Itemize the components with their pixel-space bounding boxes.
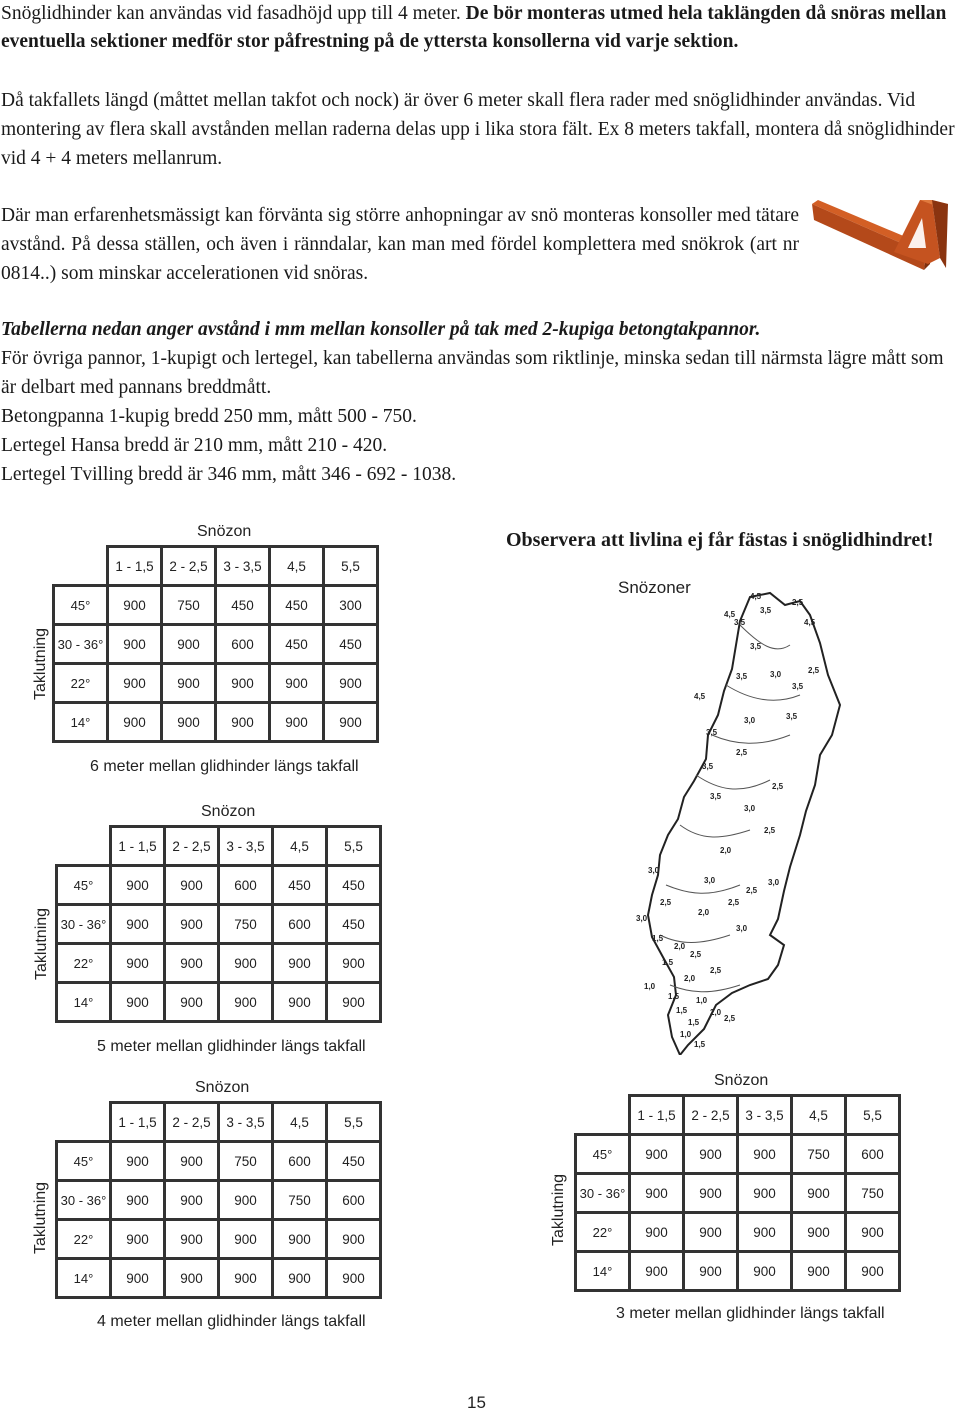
table-cell: 900 (111, 1181, 165, 1220)
intro-paragraph-2: Då takfallets längd (måttet mellan takfot och nock) är över 6 meter skall flera rader med snöglidhinder användas. Vid montering av flera skall avstånden mellan raderna delas upp i lika stora fält. Ex 8 meters takfall, montera då snöglidhinder vid 4 + 4 meters mellanrum. (1, 90, 955, 169)
map-zone-label: 2,0 (674, 942, 686, 951)
zone-header: 3 - 3,5 (219, 827, 273, 866)
slope-header: 22° (576, 1213, 630, 1252)
zone-header: 2 - 2,5 (165, 827, 219, 866)
table-row (54, 664, 378, 703)
table-cell: 900 (846, 1252, 900, 1291)
map-zone-label: 3,0 (744, 716, 756, 725)
intro-paragraph-4 (1, 315, 959, 489)
table-cell: 900 (273, 944, 327, 983)
map-zone-label: 1,0 (696, 996, 708, 1005)
table-cell: 900 (630, 1174, 684, 1213)
table-cell: 300 (324, 586, 378, 625)
table-cell: 900 (162, 625, 216, 664)
tables-note-line-4: Lertegel Tvilling bredd är 346 mm, mått 346 - 692 - 1038. (1, 464, 457, 485)
table-cell: 600 (846, 1135, 900, 1174)
map-zone-label: 3,5 (750, 642, 762, 651)
table-cell: 900 (273, 1259, 327, 1298)
table-cell: 900 (111, 1220, 165, 1259)
zone-header: 2 - 2,5 (684, 1096, 738, 1135)
table-row (57, 905, 381, 944)
table-cell: 900 (111, 1142, 165, 1181)
map-zone-label: 1,5 (668, 992, 680, 1001)
table-3m (574, 1094, 901, 1292)
table-cell: 900 (216, 703, 270, 742)
zone-header: 5,5 (846, 1096, 900, 1135)
table-cell: 750 (846, 1174, 900, 1213)
table-cell: 450 (270, 586, 324, 625)
table-cell: 450 (324, 625, 378, 664)
table-cell: 900 (684, 1135, 738, 1174)
table-6m-caption: 6 meter mellan glidhinder längs takfall (90, 758, 359, 775)
table-cell: 750 (273, 1181, 327, 1220)
table-cell: 900 (630, 1135, 684, 1174)
table-row (57, 944, 381, 983)
intro-p1-normal: Snöglidhinder kan användas vid fasadhöjd upp till 4 meter. (1, 3, 461, 24)
table-cell: 750 (162, 586, 216, 625)
table-cell: 900 (111, 866, 165, 905)
map-zone-label: 2,5 (808, 666, 820, 675)
table-3m-ylabel: Taklutning (550, 1173, 567, 1246)
table-cell: 900 (219, 944, 273, 983)
intro-paragraph-3: Där man erfarenhetsmässigt kan förvänta sig större anhopningar av snö monteras konsoller med tätare avstånd. På dessa ställen, och även i ränndalar, kan man med fördel komplettera med snökrok (art nr 0814..) som minskar accelerationen vid snöras. (1, 205, 799, 284)
map-zone-label: 4,5 (750, 592, 762, 601)
table-cell: 600 (273, 905, 327, 944)
map-zone-label: 2,5 (764, 826, 776, 835)
map-zone-label: 4,5 (804, 618, 816, 627)
lifeline-warning: Observera att livlina ej får fästas i snöglidhindret! (506, 529, 934, 551)
table-cell: 750 (219, 905, 273, 944)
table-cell: 600 (219, 866, 273, 905)
map-zone-label: 3,5 (702, 762, 714, 771)
table-3m-caption: 3 meter mellan glidhinder längs takfall (616, 1305, 885, 1322)
map-zone-label: 3,5 (736, 672, 748, 681)
zone-header: 2 - 2,5 (165, 1103, 219, 1142)
map-zone-label: 2,5 (710, 966, 722, 975)
map-zone-label: 1,0 (644, 982, 656, 991)
table-cell: 900 (219, 1259, 273, 1298)
map-title: Snözoner (618, 578, 691, 597)
table-cell: 900 (792, 1252, 846, 1291)
tables-note-line-3: Lertegel Hansa bredd är 210 mm, mått 210 - 420. (1, 435, 388, 456)
map-zone-label: 3,5 (706, 728, 718, 737)
table-cell: 900 (165, 1259, 219, 1298)
slope-header: 22° (54, 664, 108, 703)
zone-header: 3 - 3,5 (738, 1096, 792, 1135)
slope-header: 30 - 36° (576, 1174, 630, 1213)
table-3m-title: Snözon (714, 1072, 769, 1089)
map-zone-label: 2,5 (746, 886, 758, 895)
table-header-row (57, 1103, 381, 1142)
table-row (576, 1174, 900, 1213)
table-cell: 450 (327, 1142, 381, 1181)
map-zone-label: 3,0 (704, 876, 716, 885)
table-row (57, 983, 381, 1022)
table-row (54, 625, 378, 664)
slope-header: 22° (57, 1220, 111, 1259)
table-cell: 750 (219, 1142, 273, 1181)
zone-header: 4,5 (270, 547, 324, 586)
table-cell: 900 (108, 586, 162, 625)
table-5m-ylabel: Taklutning (33, 907, 50, 980)
map-zone-label: 3,0 (648, 866, 660, 875)
table-header-row (54, 547, 378, 586)
table-cell: 900 (111, 944, 165, 983)
slope-header: 22° (57, 944, 111, 983)
zone-header: 5,5 (327, 1103, 381, 1142)
table-4m-caption: 4 meter mellan glidhinder längs takfall (97, 1313, 366, 1330)
intro-p1-bold: De bör monteras utmed hela taklängden då snöras mellan eventuella sektioner medför stor påfrestning på de yttersta konsollerna vid varje sektion. (1, 3, 947, 52)
map-zone-label: 2,0 (684, 974, 696, 983)
tables-note-line-1: För övriga pannor, 1-kupigt och lertegel, kan tabellerna användas som riktlinje, minska sedan till närmsta lägre mått som är delbart med pannans breddmått. (1, 348, 944, 398)
table-cell: 900 (219, 1220, 273, 1259)
map-zone-label: 2,5 (660, 898, 672, 907)
slope-header: 30 - 36° (54, 625, 108, 664)
table-cell: 450 (270, 625, 324, 664)
table-cell: 900 (738, 1174, 792, 1213)
table-cell: 900 (684, 1252, 738, 1291)
map-zone-label: 1,5 (676, 1006, 688, 1015)
zone-header: 5,5 (324, 547, 378, 586)
table-cell: 900 (792, 1174, 846, 1213)
map-zone-label: 4,5 (694, 692, 706, 701)
map-zone-label: 3,5 (792, 682, 804, 691)
table-cell: 900 (792, 1213, 846, 1252)
zone-header: 4,5 (273, 827, 327, 866)
slope-header: 14° (54, 703, 108, 742)
map-zone-label: 3,0 (736, 924, 748, 933)
table-6m-title: Snözon (197, 523, 252, 540)
map-zone-label: 1,5 (694, 1040, 706, 1049)
zone-header: 3 - 3,5 (216, 547, 270, 586)
slope-header: 14° (57, 1259, 111, 1298)
table-cell: 900 (684, 1174, 738, 1213)
snow-zone-map (600, 585, 960, 1055)
slope-header: 30 - 36° (57, 905, 111, 944)
table-cell: 900 (108, 703, 162, 742)
table-cell: 900 (165, 1181, 219, 1220)
table-cell: 450 (216, 586, 270, 625)
table-cell: 900 (111, 1259, 165, 1298)
table-row (576, 1252, 900, 1291)
table-cell: 900 (738, 1252, 792, 1291)
zone-header: 4,5 (792, 1096, 846, 1135)
table-cell: 900 (270, 664, 324, 703)
map-zone-label: 2,5 (772, 782, 784, 791)
table-cell: 900 (327, 1259, 381, 1298)
table-4m-ylabel: Taklutning (32, 1181, 49, 1254)
map-zone-label: 1,5 (688, 1018, 700, 1027)
zone-header: 1 - 1,5 (108, 547, 162, 586)
table-header-row (576, 1096, 900, 1135)
table-cell: 900 (630, 1252, 684, 1291)
map-zone-label: 4,5 (724, 610, 736, 619)
table-cell: 450 (327, 866, 381, 905)
map-zone-label: 2,5 (690, 950, 702, 959)
table-cell: 900 (165, 905, 219, 944)
map-zone-label: 3,5 (734, 618, 746, 627)
map-zone-label: 1,5 (662, 958, 674, 967)
table-cell: 900 (270, 703, 324, 742)
table-cell: 600 (327, 1181, 381, 1220)
map-zone-label: 3,0 (744, 804, 756, 813)
table-cell: 900 (846, 1213, 900, 1252)
sweden-outline (648, 593, 840, 1055)
table-4m-title: Snözon (195, 1079, 250, 1096)
zone-header: 1 - 1,5 (630, 1096, 684, 1135)
slope-header: 45° (54, 586, 108, 625)
table-cell: 900 (165, 1142, 219, 1181)
table-row (54, 703, 378, 742)
table-cell: 900 (165, 1220, 219, 1259)
map-zone-label: 3,0 (770, 670, 782, 679)
table-cell: 900 (684, 1213, 738, 1252)
table-cell: 450 (273, 866, 327, 905)
map-zone-label: 2,5 (792, 598, 804, 607)
zone-header: 1 - 1,5 (111, 827, 165, 866)
map-zone-label: 3,5 (710, 792, 722, 801)
map-zone-label: 1,5 (652, 934, 664, 943)
map-zone-label: 2,0 (720, 846, 732, 855)
table-row (57, 1181, 381, 1220)
table-cell: 450 (327, 905, 381, 944)
table-cell: 900 (165, 866, 219, 905)
table-cell: 900 (108, 664, 162, 703)
table-row (57, 1220, 381, 1259)
table-cell: 900 (216, 664, 270, 703)
table-cell: 900 (108, 625, 162, 664)
table-cell: 600 (273, 1142, 327, 1181)
table-6m (52, 545, 379, 743)
table-cell: 900 (219, 983, 273, 1022)
map-zone-label: 1,0 (680, 1030, 692, 1039)
table-row (576, 1135, 900, 1174)
table-cell: 900 (324, 703, 378, 742)
table-row (54, 586, 378, 625)
slope-header: 14° (57, 983, 111, 1022)
table-row (57, 866, 381, 905)
slope-header: 30 - 36° (57, 1181, 111, 1220)
map-zone-label: 3,5 (786, 712, 798, 721)
table-6m-ylabel: Taklutning (32, 627, 49, 700)
zone-header: 1 - 1,5 (111, 1103, 165, 1142)
page-number: 15 (467, 1393, 486, 1412)
table-cell: 900 (219, 1181, 273, 1220)
table-cell: 750 (792, 1135, 846, 1174)
snow-bracket-image (808, 178, 958, 290)
map-zone-label: 2,5 (736, 748, 748, 757)
map-zone-label: 3,5 (760, 606, 772, 615)
zone-header: 5,5 (327, 827, 381, 866)
map-zone-label: 2,5 (724, 1014, 736, 1023)
table-cell: 900 (327, 1220, 381, 1259)
table-cell: 900 (327, 983, 381, 1022)
zone-header: 2 - 2,5 (162, 547, 216, 586)
table-row (576, 1213, 900, 1252)
map-zone-label: 3,0 (636, 914, 648, 923)
table-cell: 900 (162, 664, 216, 703)
map-zone-label: 2,0 (698, 908, 710, 917)
slope-header: 45° (57, 1142, 111, 1181)
table-5m (55, 825, 382, 1023)
table-cell: 900 (273, 1220, 327, 1259)
intro-paragraph-1 (1, 0, 959, 56)
table-cell: 900 (327, 944, 381, 983)
table-header-row (57, 827, 381, 866)
table-row (57, 1142, 381, 1181)
map-zone-label: 3,0 (768, 878, 780, 887)
map-zone-label: 2,0 (710, 1008, 722, 1017)
table-5m-caption: 5 meter mellan glidhinder längs takfall (97, 1038, 366, 1055)
table-cell: 900 (630, 1213, 684, 1252)
table-cell: 900 (162, 703, 216, 742)
tables-heading: Tabellerna nedan anger avstånd i mm mellan konsoller på tak med 2-kupiga betongtakpannor. (1, 319, 761, 340)
zone-header: 3 - 3,5 (219, 1103, 273, 1142)
slope-header: 45° (576, 1135, 630, 1174)
table-cell: 900 (738, 1213, 792, 1252)
slope-header: 14° (576, 1252, 630, 1291)
tables-note-line-2: Betongpanna 1-kupig bredd 250 mm, mått 500 - 750. (1, 406, 417, 427)
table-cell: 900 (738, 1135, 792, 1174)
table-cell: 900 (165, 983, 219, 1022)
table-cell: 900 (273, 983, 327, 1022)
table-4m (55, 1101, 382, 1299)
table-cell: 900 (324, 664, 378, 703)
zone-header: 4,5 (273, 1103, 327, 1142)
table-cell: 600 (216, 625, 270, 664)
table-cell: 900 (165, 944, 219, 983)
slope-header: 45° (57, 866, 111, 905)
table-5m-title: Snözon (201, 803, 256, 820)
table-cell: 900 (111, 983, 165, 1022)
table-cell: 900 (111, 905, 165, 944)
map-zone-label: 2,5 (728, 898, 740, 907)
table-row (57, 1259, 381, 1298)
